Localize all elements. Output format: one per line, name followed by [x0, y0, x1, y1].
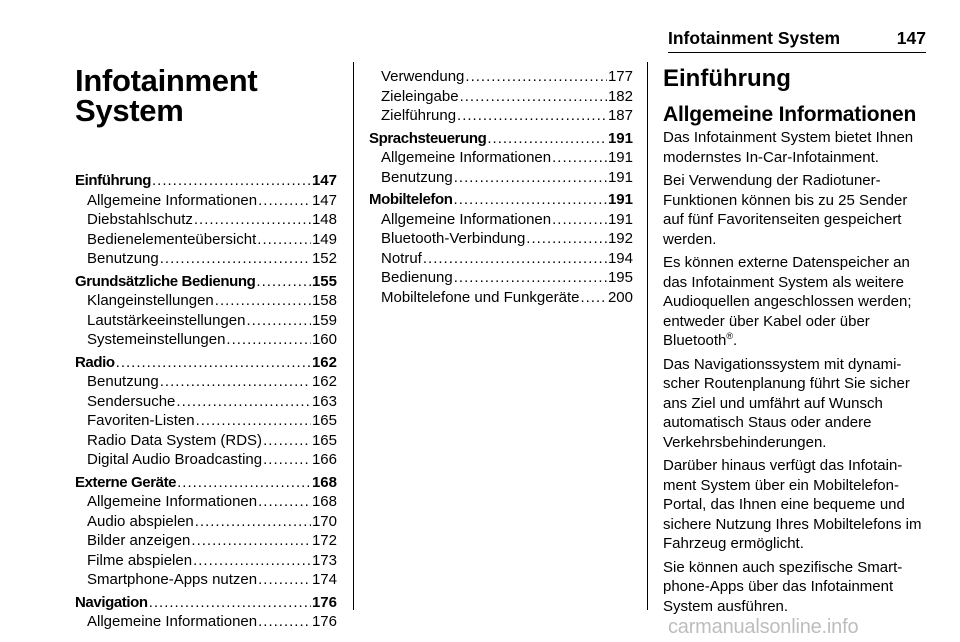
watermark: carmanualsonline.info: [668, 616, 859, 638]
toc-page-number: 147: [311, 172, 337, 189]
chapter-title-line-1: Infotainment: [75, 63, 258, 98]
toc-chapter-label: Radio: [75, 353, 115, 371]
toc-entry[interactable]: [75, 249, 337, 269]
toc-entry[interactable]: [75, 612, 337, 632]
toc-entry-label: Allgemeine Informationen: [87, 613, 258, 630]
toc-entry-label: Allgemeine Informationen: [87, 191, 258, 209]
toc-page-number: 155: [311, 272, 337, 290]
toc-entry[interactable]: [369, 249, 633, 269]
toc-entry-label: Lautstärkeeinstellungen: [87, 311, 246, 329]
paragraph-text: Es können externe Datenspeicher an das Infotainment System als weitere Audioquellen angeschlossen werden; entweder über Kabel oder über Bluetooth: [663, 254, 912, 349]
section-title: Einführung: [663, 65, 791, 92]
toc-chapter-einfuehrung[interactable]: [75, 171, 337, 191]
toc-entry[interactable]: [369, 229, 633, 249]
toc-chapter-grundsaetzliche-bedienung[interactable]: [75, 272, 337, 292]
toc-page-number: 191: [607, 168, 633, 186]
paragraph: Sie können auch spezifische Smart-phone-Apps über das Infotainment System ausführen.: [663, 558, 903, 615]
toc-page-number: 195: [607, 269, 633, 286]
toc-entry[interactable]: [75, 450, 337, 470]
toc-entry-label: Verwendung: [381, 68, 465, 85]
toc-chapter-label: Mobiltelefon: [369, 191, 453, 208]
toc-entry-label: Digital Audio Broadcasting: [87, 451, 263, 468]
toc-entry-label: Klangeinstellungen: [87, 292, 214, 309]
toc-entry[interactable]: [75, 210, 337, 230]
paragraph-end: .: [733, 332, 738, 349]
paragraph: [663, 253, 929, 351]
toc-entry[interactable]: [369, 168, 633, 188]
toc-page-number: 194: [607, 249, 633, 267]
toc-page-number: 165: [311, 431, 337, 449]
page-header: [668, 28, 926, 53]
toc-entry-label: Benutzung: [87, 373, 159, 390]
toc-entry[interactable]: [369, 87, 633, 107]
toc-entry[interactable]: [75, 512, 337, 532]
page-number: 147: [896, 28, 926, 48]
toc-page-number: 158: [311, 292, 337, 309]
toc-entry-label: Allgemeine Informationen: [381, 149, 552, 166]
toc-entry[interactable]: [75, 431, 337, 451]
toc-entry[interactable]: [75, 330, 337, 350]
toc-page-number: 152: [311, 250, 337, 267]
column-divider: [353, 62, 354, 610]
paragraph: Das Navigationssystem mit dynami-scher Routenplanung führt Sie sicher ans Ziel und umfährt auf Wunsch automatisch Staus oder andere Verkehrsbehinderungen.: [663, 355, 910, 451]
paragraph: Darüber hinaus verfügt das Infotain-ment System über ein Mobiltelefon-Portal, das Ihnen eine bequeme und sichere Nutzung Ihres Mobiltelefons im Fahrzeug ermöglicht.: [663, 457, 922, 552]
running-header-title: Infotainment System: [668, 28, 841, 48]
toc-chapter-mobiltelefon[interactable]: [369, 190, 633, 210]
toc-chapter-label: Externe Geräte: [75, 473, 177, 491]
toc-chapter-label: Navigation: [75, 593, 148, 611]
toc-chapter-radio[interactable]: [75, 353, 337, 373]
toc-entry-label: Allgemeine Informationen: [87, 493, 258, 510]
toc-page-number: 165: [311, 412, 337, 429]
toc-entry-label: Smartphone-Apps nutzen: [87, 571, 258, 588]
toc-page-number: 147: [311, 191, 337, 209]
toc-page-number: 191: [607, 149, 633, 166]
toc-page-number: 191: [607, 210, 633, 228]
toc-entry[interactable]: [369, 148, 633, 168]
toc-page-number: 200: [607, 288, 633, 306]
column-divider: [647, 62, 648, 610]
registered-mark: ®: [726, 331, 734, 341]
toc-page-number: 177: [607, 68, 633, 85]
toc-page-number: 160: [311, 331, 337, 348]
toc-entry[interactable]: [75, 372, 337, 392]
toc-entry-label: Audio abspielen: [87, 512, 194, 530]
toc-entry-label: Benutzung: [87, 250, 159, 267]
toc-entry[interactable]: [75, 551, 337, 571]
toc-entry[interactable]: [369, 268, 633, 288]
toc-entry-label: Bedienung: [381, 269, 453, 286]
toc-entry-label: Bilder anzeigen: [87, 532, 191, 549]
toc-chapter-label: Grundsätzliche Bedienung: [75, 272, 256, 290]
toc-entry[interactable]: [75, 411, 337, 431]
toc-page-number: 159: [311, 311, 337, 329]
toc-page-number: 176: [311, 593, 337, 611]
toc-entry-label: Bedienelementeübersicht: [87, 230, 257, 248]
toc-page-number: 187: [607, 107, 633, 124]
subsection-title: Allgemeine Informationen: [663, 103, 917, 126]
toc-entry-label: Filme abspielen: [87, 551, 193, 569]
toc-page-number: 148: [311, 211, 337, 228]
paragraph: Bei Verwendung der Radiotuner-Funktionen können bis zu 25 Sender auf fünf Favoritenseiten gespeichert werden.: [663, 172, 908, 248]
toc-entry[interactable]: [75, 570, 337, 590]
toc-page-number: 173: [311, 551, 337, 569]
toc-page-number: 172: [311, 532, 337, 549]
toc-chapter-label: Sprachsteuerung: [369, 129, 487, 147]
chapter-title-line-2: System: [75, 93, 184, 128]
toc-entry-label: Systemeinstellungen: [87, 331, 226, 348]
toc-page-number: 162: [311, 353, 337, 371]
toc-entry-label: Sendersuche: [87, 392, 176, 410]
toc-entry[interactable]: [369, 210, 633, 230]
toc-chapter-externe-geraete[interactable]: [75, 473, 337, 493]
toc-entry[interactable]: [75, 531, 337, 551]
paragraph: Das Infotainment System bietet Ihnen modernstes In-Car-Infotainment.: [663, 129, 914, 166]
toc-entry-label: Bluetooth-Verbindung: [381, 230, 526, 247]
toc-entry-label: Notruf: [381, 249, 422, 267]
toc-entry[interactable]: [369, 106, 633, 126]
toc-chapter-navigation[interactable]: [75, 593, 337, 613]
toc-entry-label: Radio Data System (RDS): [87, 431, 263, 449]
toc-page-number: 182: [607, 87, 633, 105]
toc-entry-label: Diebstahlschutz: [87, 211, 193, 228]
toc-column-1: [75, 171, 337, 632]
toc-entry-label: Favoriten-Listen: [87, 412, 195, 429]
toc-entry-label: Zielführung: [381, 107, 457, 124]
toc-entry-label: Allgemeine Informationen: [381, 210, 552, 228]
toc-column-2: [369, 67, 633, 307]
toc-page-number: 166: [311, 451, 337, 468]
toc-entry[interactable]: [75, 291, 337, 311]
toc-entry[interactable]: [75, 311, 337, 331]
toc-page-number: 176: [311, 613, 337, 630]
toc-page-number: 162: [311, 373, 337, 390]
toc-entry[interactable]: [75, 191, 337, 211]
toc-page-number: 174: [311, 571, 337, 588]
toc-entry-label: Benutzung: [381, 168, 453, 186]
toc-page-number: 191: [607, 129, 633, 147]
toc-entry[interactable]: [369, 288, 633, 308]
toc-entry[interactable]: [75, 230, 337, 250]
toc-entry-label: Zieleingabe: [381, 87, 459, 105]
chapter-title: [75, 63, 258, 128]
toc-page-number: 191: [607, 191, 633, 208]
toc-chapter-sprachsteuerung[interactable]: [369, 129, 633, 149]
toc-page-number: 168: [311, 493, 337, 510]
toc-entry-label: Mobiltelefone und Funkgeräte: [381, 288, 580, 306]
toc-page-number: 168: [311, 473, 337, 491]
toc-page-number: 149: [311, 230, 337, 248]
toc-entry[interactable]: [75, 392, 337, 412]
toc-chapter-label: Einführung: [75, 172, 151, 189]
toc-page-number: 170: [311, 512, 337, 530]
toc-entry[interactable]: [75, 492, 337, 512]
toc-page-number: 163: [311, 392, 337, 410]
toc-page-number: 192: [607, 230, 633, 247]
toc-entry[interactable]: [369, 67, 633, 87]
body-column: [663, 64, 929, 620]
